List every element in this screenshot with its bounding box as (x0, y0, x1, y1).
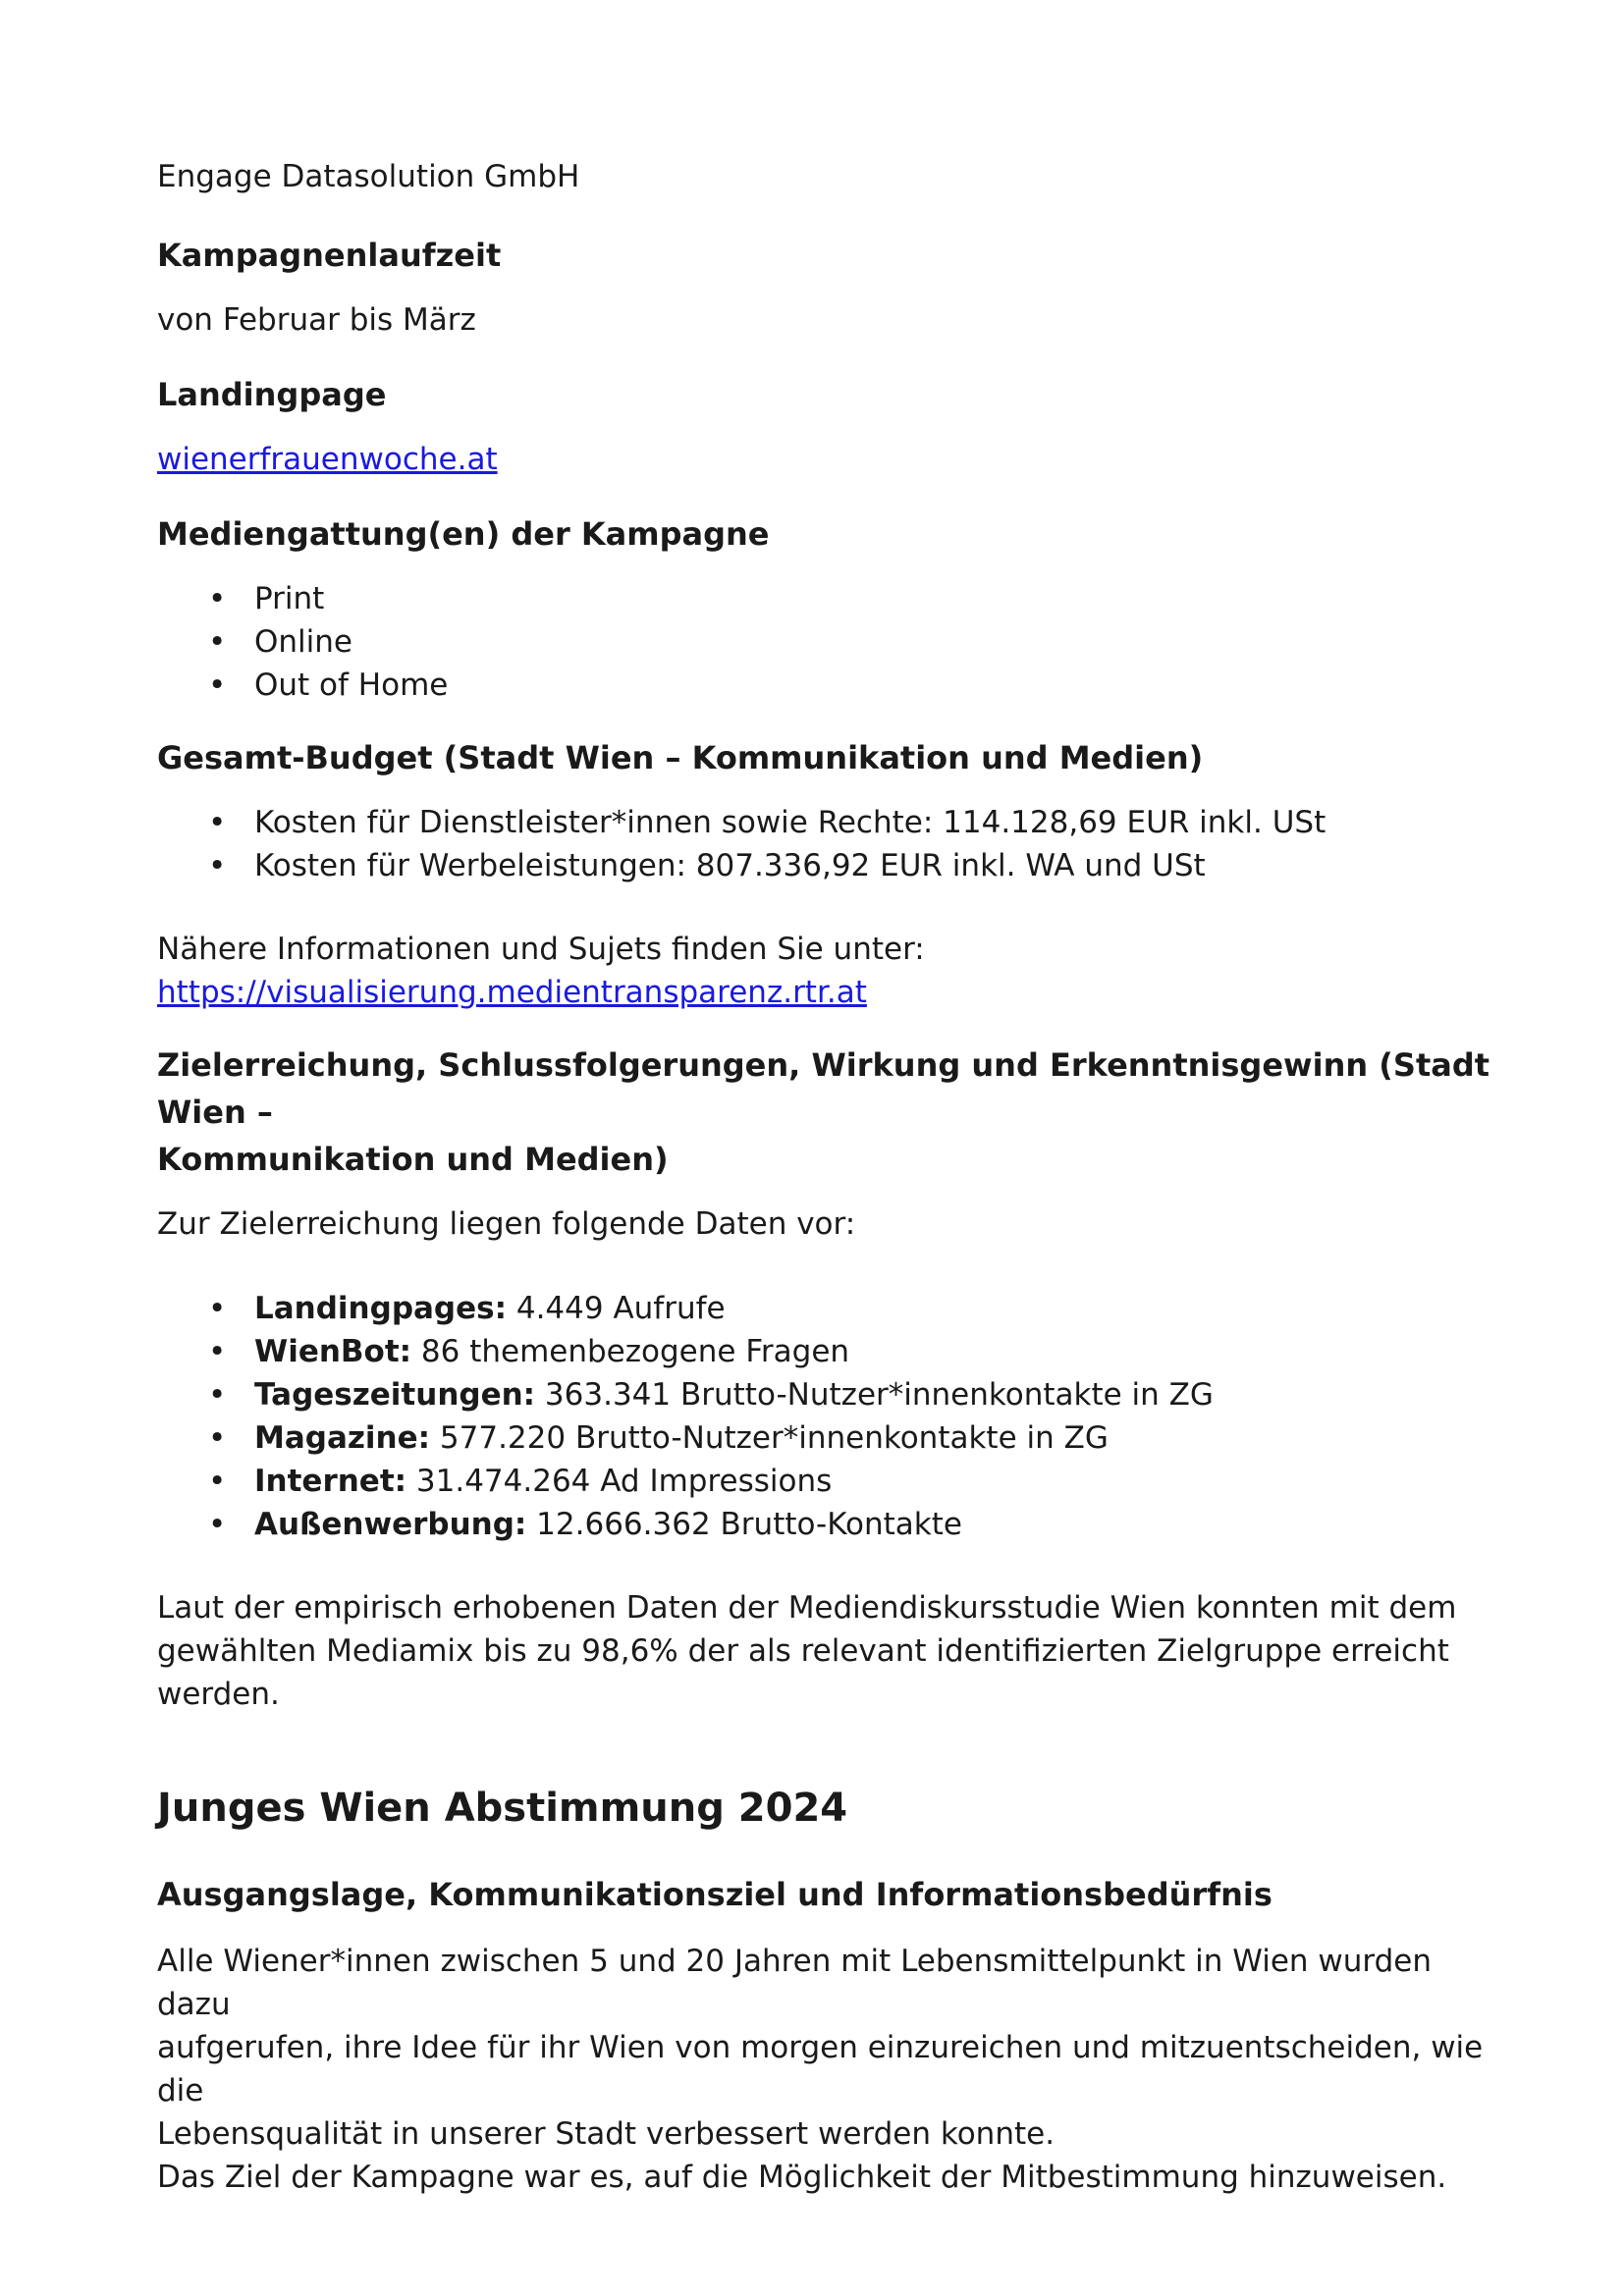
section-subheading: Ausgangslage, Kommunikationsziel und Informationsbedürfnis (157, 1876, 1272, 1913)
more-info-text: Nähere Informationen und Sujets finden Sie unter: (157, 932, 925, 967)
list-item: • Out of Home (208, 667, 449, 703)
more-info-link[interactable]: https://visualisierung.medientransparenz.rtr.at (157, 975, 867, 1010)
list-item: • Landingpages: 4.449 Aufrufe (208, 1291, 726, 1326)
goals-conclusion: Laut der empirisch erhobenen Daten der Mediendiskursstudie Wien konnten mit dem gewählten Mediamix bis zu 98,6% der als relevant identifizierten Zielgruppe erreicht werden. (157, 1590, 1457, 1712)
list-item: • Online (208, 624, 352, 660)
media-types-list (157, 577, 1492, 707)
media-types-heading: Mediengattung(en) der Kampagne (157, 515, 770, 553)
goals-heading: Zielerreichung, Schlussfolgerungen, Wirkung und Erkenntnisgewinn (Stadt Wien – Kommunikation und Medien) (157, 1046, 1490, 1178)
list-item: • Internet: 31.474.264 Ad Impressions (208, 1464, 833, 1499)
budget-list (157, 801, 1492, 887)
runtime-text: von Februar bis März (157, 302, 476, 338)
list-item: • Magazine: 577.220 Brutto-Nutzer*innenkontakte in ZG (208, 1420, 1109, 1456)
budget-heading: Gesamt-Budget (Stadt Wien – Kommunikation und Medien) (157, 739, 1204, 776)
runtime-heading: Kampagnenlaufzeit (157, 237, 502, 274)
goals-list (157, 1287, 1492, 1546)
list-item: • Tageszeitungen: 363.341 Brutto-Nutzer*innenkontakte in ZG (208, 1377, 1214, 1413)
goals-intro: Zur Zielerreichung liegen folgende Daten vor: (157, 1206, 856, 1242)
list-item: • Print (208, 581, 325, 616)
landingpage-link[interactable]: wienerfrauenwoche.at (157, 442, 498, 477)
section-title: Junges Wien Abstimmung 2024 (157, 1786, 848, 1831)
document-content (157, 155, 1492, 2199)
list-item: • WienBot: 86 themenbezogene Fragen (208, 1334, 850, 1369)
list-item: • Außenwerbung: 12.666.362 Brutto-Kontakte (208, 1507, 962, 1542)
company-name: Engage Datasolution GmbH (157, 159, 580, 194)
list-item: • Kosten für Werbeleistungen: 807.336,92 EUR inkl. WA und USt (208, 848, 1206, 883)
list-item: • Kosten für Dienstleister*innen sowie Rechte: 114.128,69 EUR inkl. USt (208, 805, 1326, 840)
section-paragraph: Alle Wiener*innen zwischen 5 und 20 Jahren mit Lebensmittelpunkt in Wien wurden dazu aufgerufen, ihre Idee für ihr Wien von morgen einzureichen und mitzuentscheiden, wie die Lebensqualität in unserer Stadt verbessert werden konnte. Das Ziel der Kampagne war es, auf die Möglichkeit der Mitbestimmung hinzuweisen. (157, 1944, 1484, 2195)
landingpage-heading: Landingpage (157, 376, 387, 413)
